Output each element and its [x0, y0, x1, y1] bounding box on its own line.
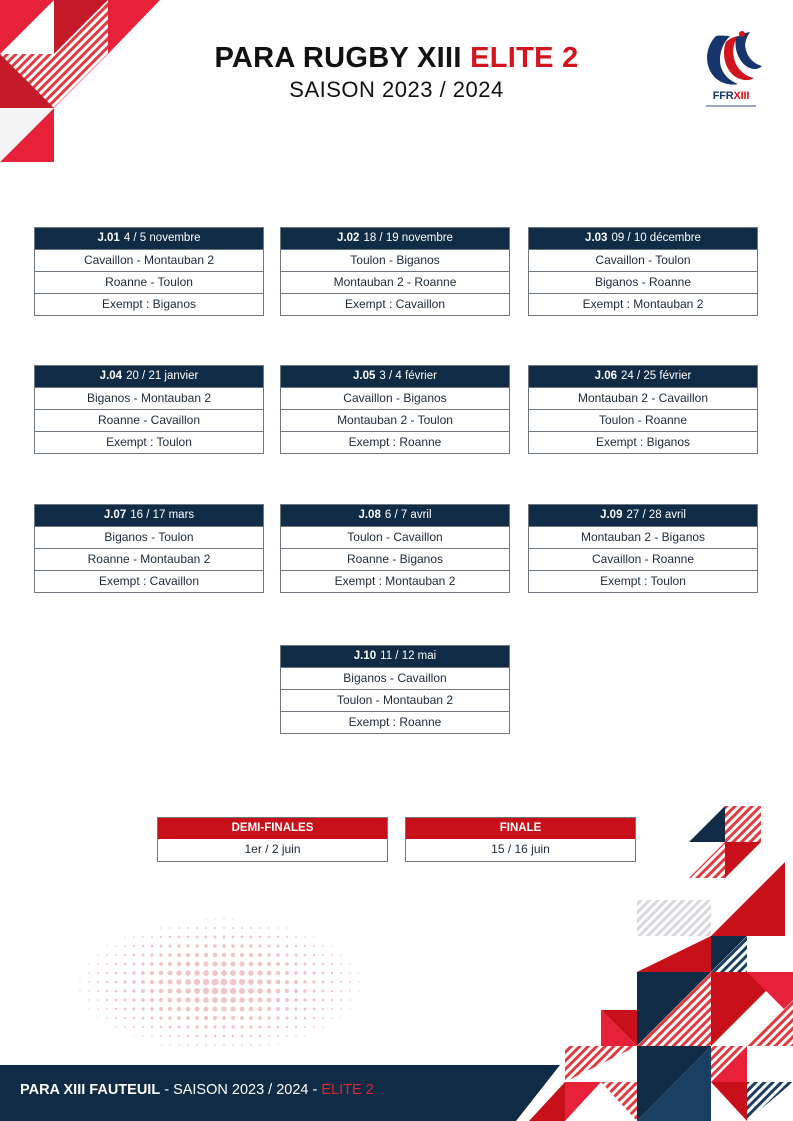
round-header [281, 228, 509, 249]
match-row: Montauban 2 - Biganos [529, 526, 757, 548]
page-subtitle: SAISON 2023 / 2024 [289, 77, 504, 102]
round-date: 20 / 21 janvier [126, 370, 199, 382]
exempt-row: Exempt : Toulon [35, 431, 263, 453]
phase-label: DEMI-FINALES [158, 818, 387, 839]
round-card [280, 645, 510, 734]
match-row: Biganos - Montauban 2 [35, 387, 263, 409]
match-row: Cavaillon - Toulon [529, 249, 757, 271]
round-date: 6 / 7 avril [384, 509, 432, 521]
exempt-row: Exempt : Roanne [281, 431, 509, 453]
round-card [528, 365, 758, 454]
exempt-row: Exempt : Cavaillon [281, 293, 509, 315]
phase-label: FINALE [406, 818, 635, 839]
round-header [529, 228, 757, 249]
round-header [529, 505, 757, 526]
round-card [34, 365, 264, 454]
rooster-logo-icon [698, 28, 764, 90]
round-header [35, 366, 263, 387]
match-row: Roanne - Cavaillon [35, 409, 263, 431]
round-card [528, 504, 758, 593]
exempt-row: Exempt : Montauban 2 [529, 293, 757, 315]
exempt-row: Exempt : Roanne [281, 711, 509, 733]
match-row: Montauban 2 - Roanne [281, 271, 509, 293]
round-date: 09 / 10 décembre [611, 232, 701, 244]
title-accent: ELITE 2 [470, 42, 579, 74]
round-label: J.10 [353, 650, 377, 662]
round-card [280, 227, 510, 316]
round-label: J.08 [358, 509, 381, 521]
round-card [34, 227, 264, 316]
round-header [281, 646, 509, 667]
exempt-row: Exempt : Montauban 2 [281, 570, 509, 592]
round-card [34, 504, 264, 593]
round-label: J.01 [97, 232, 120, 244]
exempt-row: Exempt : Biganos [35, 293, 263, 315]
match-row: Montauban 2 - Toulon [281, 409, 509, 431]
title-main: PARA RUGBY XIII [214, 42, 462, 74]
match-row: Cavaillon - Roanne [529, 548, 757, 570]
round-label: J.04 [99, 370, 123, 382]
round-header [281, 505, 509, 526]
round-date: 3 / 4 février [379, 370, 437, 382]
phase-date: 1er / 2 juin [244, 842, 301, 856]
match-row: Toulon - Cavaillon [281, 526, 509, 548]
round-header [35, 228, 263, 249]
footer-text: PARA XIII FAUTEUIL - SAISON 2023 / 2024 - ELITE 2 [20, 1082, 374, 1098]
round-date: 4 / 5 novembre [123, 232, 201, 244]
match-row: Roanne - Toulon [35, 271, 263, 293]
semifinals-card [157, 817, 388, 862]
round-header [35, 505, 263, 526]
round-card [280, 504, 510, 593]
match-row: Toulon - Montauban 2 [281, 689, 509, 711]
round-label: J.07 [103, 509, 127, 521]
exempt-row: Exempt : Biganos [529, 431, 757, 453]
exempt-row: Exempt : Toulon [529, 570, 757, 592]
round-label: J.06 [594, 370, 618, 382]
round-date: 16 / 17 mars [130, 509, 195, 521]
logo-wordmark: FFRXIII [712, 90, 750, 102]
round-label: J.05 [353, 370, 376, 382]
round-label: J.09 [600, 509, 623, 521]
round-date: 24 / 25 février [621, 370, 692, 382]
round-card [280, 365, 510, 454]
ffr-xiii-logo [698, 28, 764, 112]
round-card [528, 227, 758, 316]
round-header [281, 366, 509, 387]
round-label: J.03 [585, 232, 608, 244]
round-date: 18 / 19 novembre [363, 232, 453, 244]
page-title [0, 42, 793, 75]
match-row: Toulon - Biganos [281, 249, 509, 271]
decorative-halftone-dots [40, 915, 370, 1065]
round-date: 27 / 28 avril [626, 509, 686, 521]
round-header [529, 366, 757, 387]
match-row: Biganos - Toulon [35, 526, 263, 548]
match-row: Biganos - Cavaillon [281, 667, 509, 689]
match-row: Toulon - Roanne [529, 409, 757, 431]
exempt-row: Exempt : Cavaillon [35, 570, 263, 592]
match-row: Montauban 2 - Cavaillon [529, 387, 757, 409]
match-row: Roanne - Biganos [281, 548, 509, 570]
match-row: Roanne - Montauban 2 [35, 548, 263, 570]
round-date: 11 / 12 mai [380, 650, 437, 662]
match-row: Cavaillon - Montauban 2 [35, 249, 263, 271]
match-row: Cavaillon - Biganos [281, 387, 509, 409]
phase-date: 15 / 16 juin [491, 842, 550, 856]
match-row: Biganos - Roanne [529, 271, 757, 293]
round-label: J.02 [337, 232, 360, 244]
